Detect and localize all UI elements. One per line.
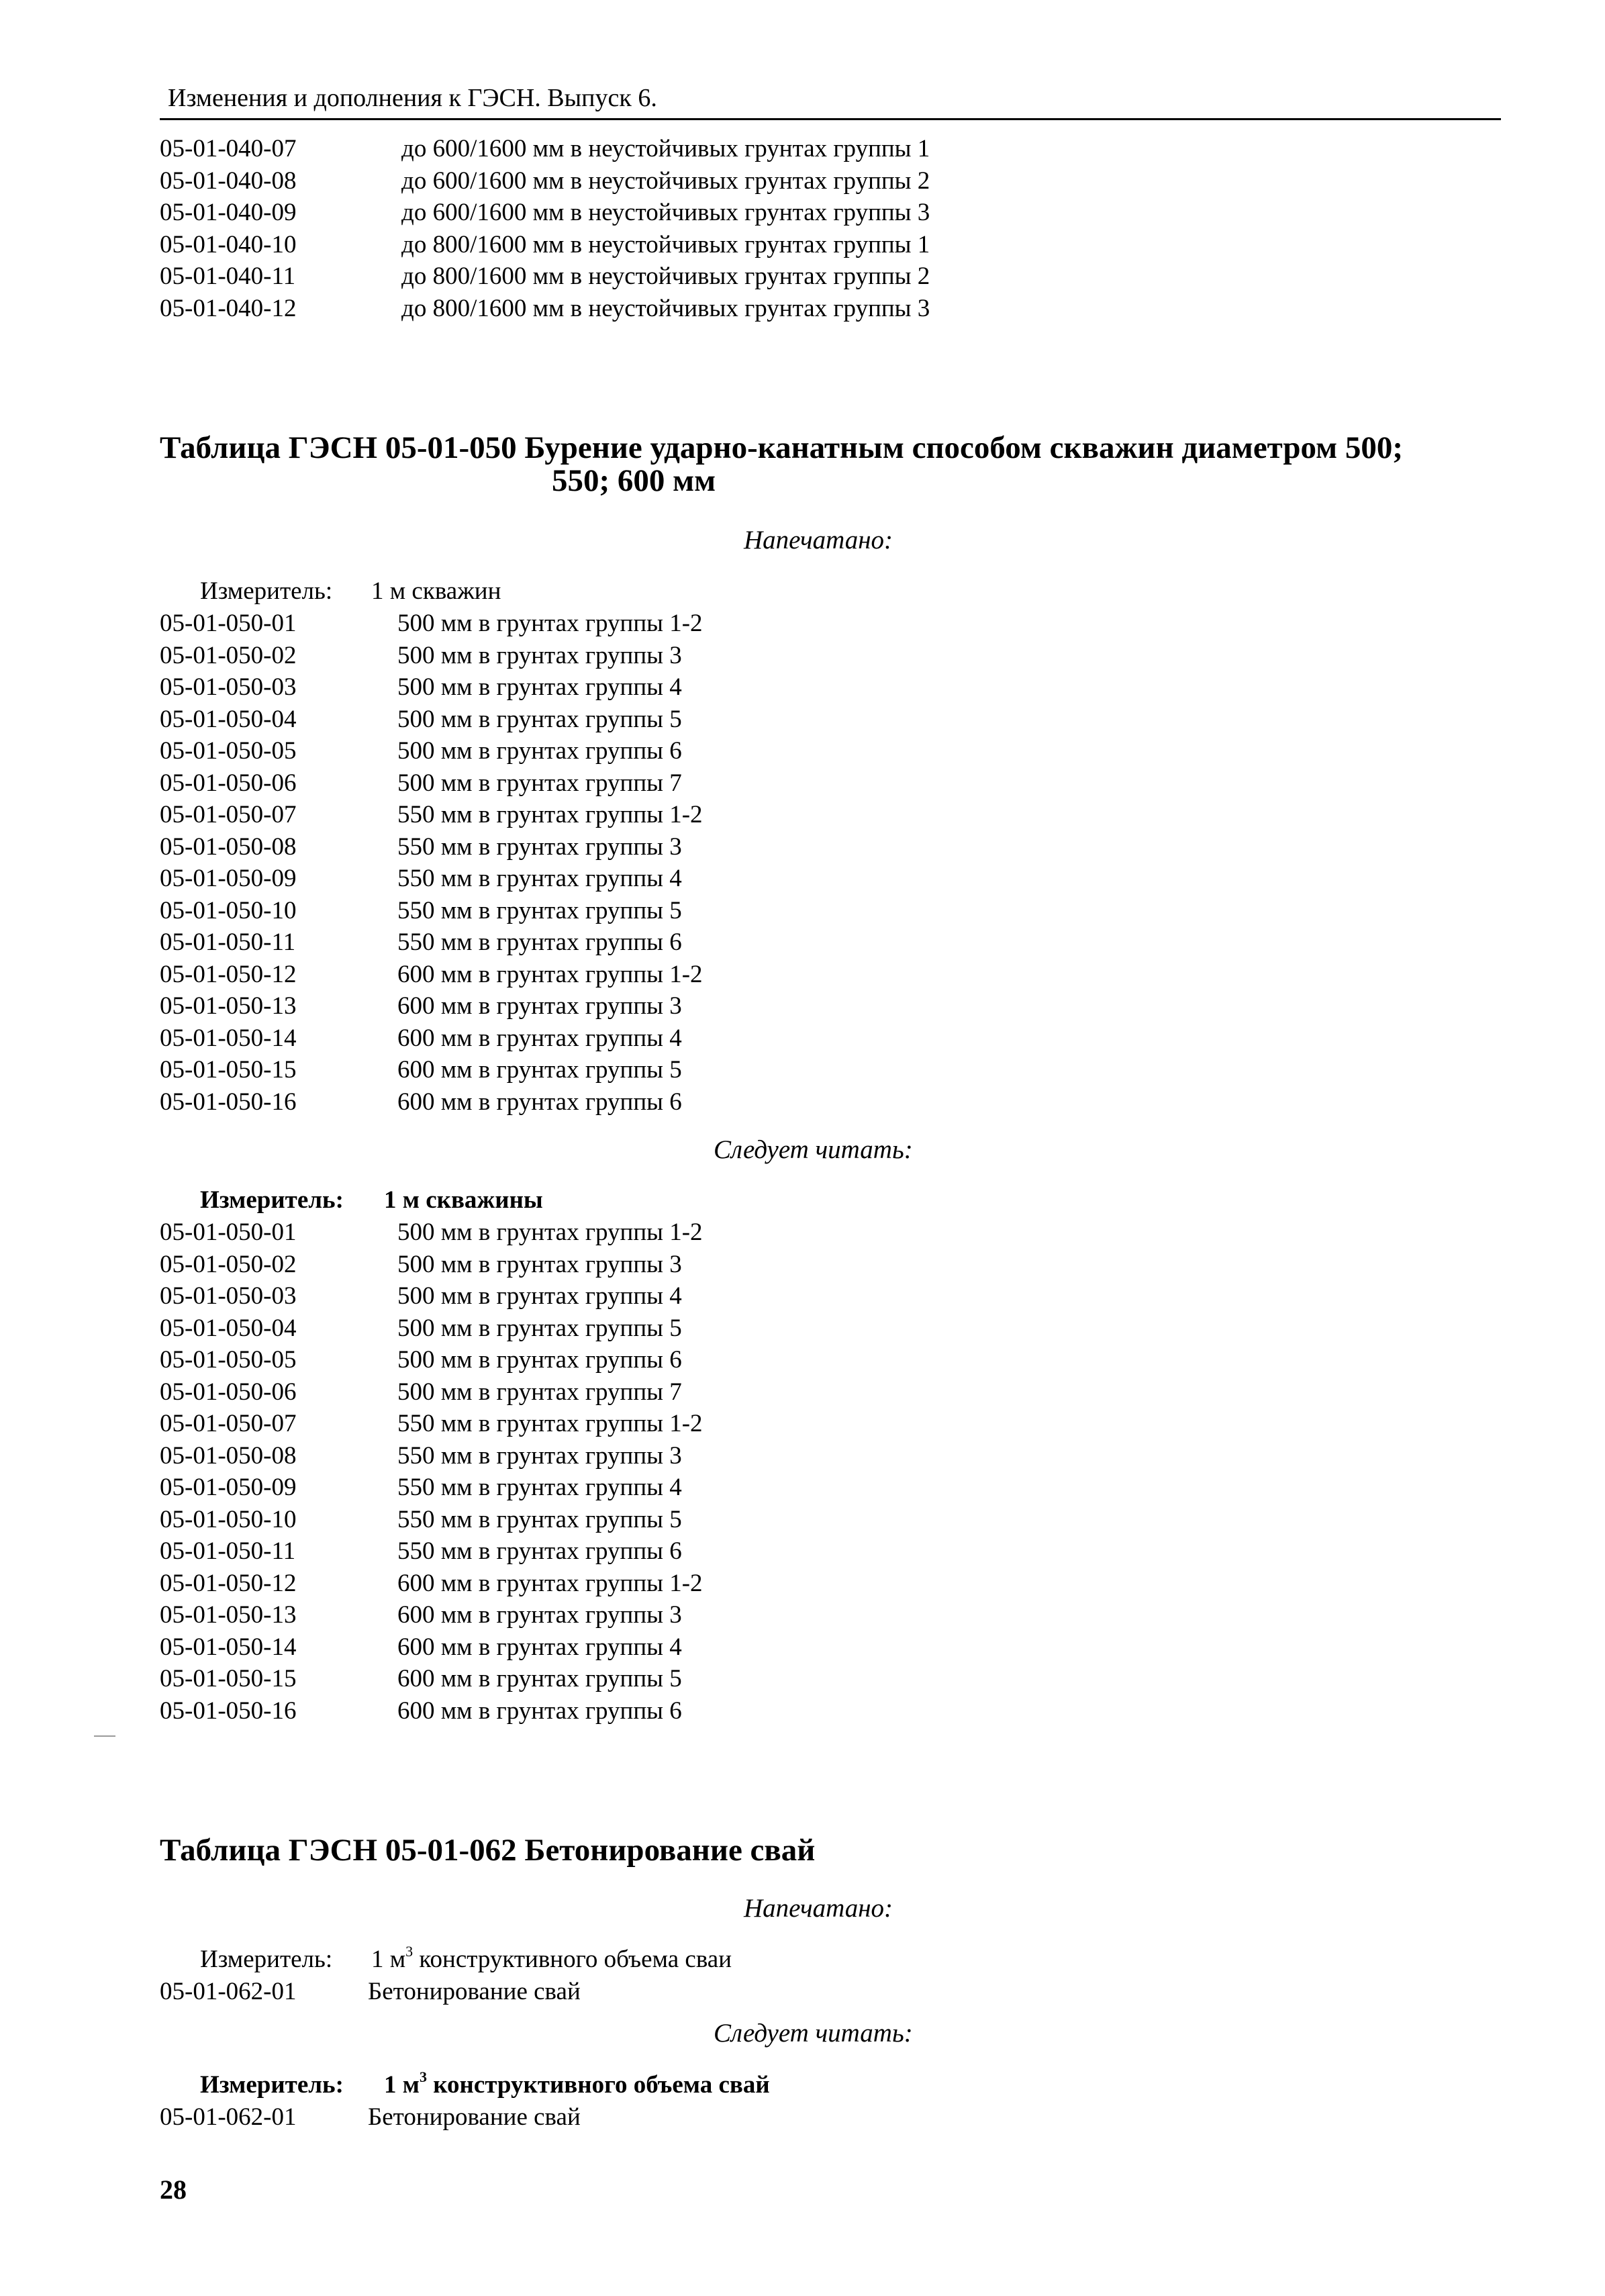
unit-label: Измеритель: xyxy=(200,1186,344,1214)
should-read-label-062: Следует читать: xyxy=(714,2019,913,2048)
row-description: до 800/1600 мм в неустойчивых грунтах группы 1 xyxy=(401,230,930,258)
unit-suffix: конструктивного объема свай xyxy=(426,2071,770,2099)
row-description: 600 мм в грунтах группы 3 xyxy=(397,1601,682,1629)
row-code: 05-01-050-14 xyxy=(160,1024,297,1052)
header-rule xyxy=(160,118,1501,120)
row-description: 500 мм в грунтах группы 7 xyxy=(397,769,682,797)
margin-mark xyxy=(94,1735,115,1737)
row-description: 500 мм в грунтах группы 1-2 xyxy=(397,610,703,637)
row-code: 05-01-062-01 xyxy=(160,1978,297,2005)
unit-prefix: 1 м xyxy=(371,1946,406,1973)
row-code: 05-01-040-12 xyxy=(160,294,297,322)
row-code: 05-01-050-02 xyxy=(160,1250,297,1278)
row-description: 600 мм в грунтах группы 6 xyxy=(397,1696,682,1725)
row-code: 05-01-050-12 xyxy=(160,1569,297,1597)
row-code: 05-01-040-07 xyxy=(160,135,297,162)
row-description: 550 мм в грунтах группы 6 xyxy=(397,1537,682,1565)
printed-label-050: Напечатано: xyxy=(744,526,893,555)
unit-value xyxy=(384,2070,770,2101)
row-code: 05-01-050-11 xyxy=(160,928,296,956)
row-description: до 800/1600 мм в неустойчивых грунтах группы 2 xyxy=(401,262,930,290)
row-code: 05-01-050-14 xyxy=(160,1633,297,1661)
row-description: 600 мм в грунтах группы 5 xyxy=(397,1665,682,1692)
row-description: 550 мм в грунтах группы 1-2 xyxy=(397,801,703,828)
row-description: Бетонирование свай xyxy=(368,1978,581,2005)
row-code: 05-01-062-01 xyxy=(160,2103,297,2131)
unit-suffix: конструктивного объема сваи xyxy=(413,1946,732,1973)
row-description: 500 мм в грунтах группы 4 xyxy=(397,1282,682,1310)
row-code: 05-01-050-07 xyxy=(160,1410,297,1437)
unit-label: Измеритель: xyxy=(200,2071,344,2099)
unit-value: 1 м скважины xyxy=(384,1186,543,1214)
unit-label: Измеритель: xyxy=(200,577,333,605)
row-code: 05-01-050-01 xyxy=(160,1218,297,1246)
row-description: 600 мм в грунтах группы 1-2 xyxy=(397,960,703,988)
row-description: до 600/1600 мм в неустойчивых грунтах группы 3 xyxy=(401,199,930,226)
unit-value xyxy=(371,1944,732,1975)
row-description: 500 мм в грунтах группы 6 xyxy=(397,1346,682,1374)
table-062-title: Таблица ГЭСН 05-01-062 Бетонирование свай xyxy=(160,1833,816,1868)
row-code: 05-01-050-07 xyxy=(160,801,297,828)
row-code: 05-01-050-15 xyxy=(160,1665,297,1692)
row-code: 05-01-050-05 xyxy=(160,737,297,765)
row-code: 05-01-050-06 xyxy=(160,1378,297,1406)
row-description: 500 мм в грунтах группы 7 xyxy=(397,1378,682,1406)
row-description: 500 мм в грунтах группы 6 xyxy=(397,737,682,765)
row-code: 05-01-040-11 xyxy=(160,262,296,290)
row-code: 05-01-050-09 xyxy=(160,1474,297,1501)
row-code: 05-01-050-16 xyxy=(160,1088,297,1116)
row-code: 05-01-050-04 xyxy=(160,705,297,733)
row-description: 500 мм в грунтах группы 3 xyxy=(397,1250,682,1278)
row-code: 05-01-050-16 xyxy=(160,1696,297,1725)
row-description: до 600/1600 мм в неустойчивых грунтах группы 2 xyxy=(401,166,930,195)
row-description: 500 мм в грунтах группы 5 xyxy=(397,705,682,733)
row-description: 550 мм в грунтах группы 4 xyxy=(397,1474,682,1501)
row-code: 05-01-050-02 xyxy=(160,641,297,669)
table-050-title-line2: 550; 600 мм xyxy=(552,463,716,498)
row-description: 600 мм в грунтах группы 5 xyxy=(397,1056,682,1084)
row-code: 05-01-050-04 xyxy=(160,1314,297,1342)
row-description: 500 мм в грунтах группы 4 xyxy=(397,673,682,701)
row-code: 05-01-050-10 xyxy=(160,1505,297,1533)
unit-prefix: 1 м xyxy=(384,2071,420,2099)
table-050-title: Таблица ГЭСН 05-01-050 Бурение ударно-канатным способом скважин диаметром 500; xyxy=(160,430,1404,465)
row-description: 600 мм в грунтах группы 1-2 xyxy=(397,1569,703,1597)
row-description: 600 мм в грунтах группы 4 xyxy=(397,1024,682,1052)
row-code: 05-01-050-03 xyxy=(160,673,297,701)
row-code: 05-01-050-11 xyxy=(160,1537,296,1565)
row-code: 05-01-050-06 xyxy=(160,769,297,797)
row-code: 05-01-040-08 xyxy=(160,166,297,195)
row-description: 600 мм в грунтах группы 4 xyxy=(397,1633,682,1661)
row-code: 05-01-040-09 xyxy=(160,199,297,226)
row-description: 550 мм в грунтах группы 3 xyxy=(397,1441,682,1470)
row-description: до 800/1600 мм в неустойчивых грунтах группы 3 xyxy=(401,294,930,322)
row-code: 05-01-050-03 xyxy=(160,1282,297,1310)
page-number: 28 xyxy=(160,2174,187,2205)
running-header: Изменения и дополнения к ГЭСН. Выпуск 6. xyxy=(168,84,657,112)
row-code: 05-01-050-08 xyxy=(160,832,297,861)
row-description: 550 мм в грунтах группы 5 xyxy=(397,1505,682,1533)
row-description: 500 мм в грунтах группы 5 xyxy=(397,1314,682,1342)
row-description: 550 мм в грунтах группы 5 xyxy=(397,896,682,924)
unit-value: 1 м скважин xyxy=(371,577,501,605)
row-code: 05-01-050-08 xyxy=(160,1441,297,1470)
row-description: 550 мм в грунтах группы 3 xyxy=(397,832,682,861)
row-code: 05-01-050-05 xyxy=(160,1346,297,1374)
unit-exponent: 3 xyxy=(405,1943,414,1960)
row-code: 05-01-050-15 xyxy=(160,1056,297,1084)
row-description: 550 мм в грунтах группы 4 xyxy=(397,865,682,892)
row-description: 550 мм в грунтах группы 1-2 xyxy=(397,1410,703,1437)
printed-label-062: Напечатано: xyxy=(744,1894,893,1923)
row-description: 600 мм в грунтах группы 3 xyxy=(397,992,682,1020)
row-code: 05-01-050-09 xyxy=(160,865,297,892)
row-code: 05-01-050-01 xyxy=(160,610,297,637)
row-description: 500 мм в грунтах группы 3 xyxy=(397,641,682,669)
row-description: 550 мм в грунтах группы 6 xyxy=(397,928,682,956)
row-code: 05-01-050-12 xyxy=(160,960,297,988)
row-code: 05-01-050-13 xyxy=(160,992,297,1020)
unit-label: Измеритель: xyxy=(200,1946,333,1973)
row-description: до 600/1600 мм в неустойчивых грунтах группы 1 xyxy=(401,135,930,162)
should-read-label-050: Следует читать: xyxy=(714,1135,913,1164)
row-code: 05-01-050-10 xyxy=(160,896,297,924)
row-description: 500 мм в грунтах группы 1-2 xyxy=(397,1218,703,1246)
row-code: 05-01-050-13 xyxy=(160,1601,297,1629)
unit-exponent: 3 xyxy=(419,2068,427,2085)
row-description: Бетонирование свай xyxy=(368,2103,581,2131)
row-description: 600 мм в грунтах группы 6 xyxy=(397,1088,682,1116)
row-code: 05-01-040-10 xyxy=(160,230,297,258)
